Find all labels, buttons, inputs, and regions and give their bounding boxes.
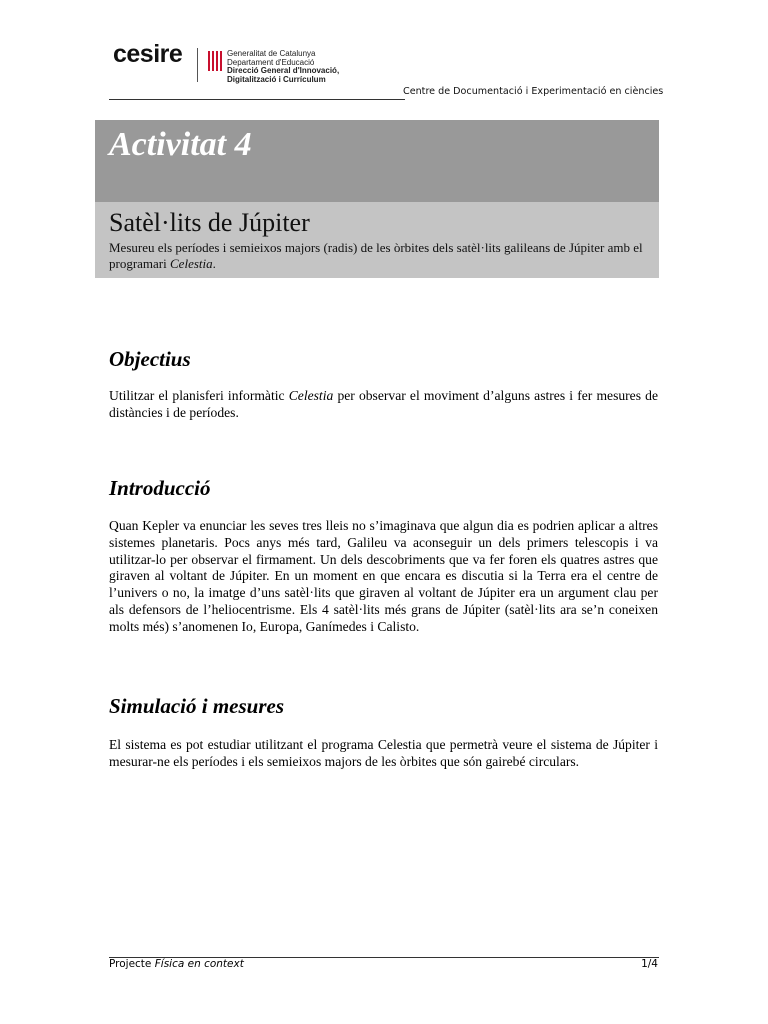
subtitle-band (95, 202, 659, 278)
summary-end: . (212, 256, 216, 271)
section-heading-simulacio: Simulació i mesures (109, 694, 285, 718)
paragraph-text: Utilitzar el planisferi informàtic (109, 388, 289, 403)
generalitat-flag-icon (207, 51, 223, 71)
paragraph-objectius (109, 388, 658, 422)
activity-title: Activitat 4 (109, 126, 252, 163)
org-line: Generalitat de Catalunya (227, 49, 316, 58)
section-heading-objectius: Objectius (109, 347, 191, 371)
header-tagline: Centre de Documentació i Experimentació en ciències (403, 86, 664, 97)
cesire-logo: cesire (113, 40, 183, 68)
paragraph-software: Celestia (288, 388, 334, 403)
org-line: Digitalització i Currículum (227, 74, 326, 84)
page-number: 1/4 (641, 958, 658, 970)
footer-project-prefix: Projecte (109, 958, 155, 970)
title-band (95, 120, 659, 202)
header-rule (109, 99, 405, 100)
logo-separator (197, 48, 198, 82)
summary-text: Mesureu els períodes i semieixos majors (radis) de les òrbites dels satèl·lits galileans de Júpiter amb el programari (109, 240, 643, 271)
paragraph-text-end: per observar el moviment d’alguns astres i fer mesures de distàncies i de períodes. (109, 388, 658, 420)
footer-project-name: Física en context (154, 958, 244, 970)
organization-block (227, 50, 339, 84)
paragraph-introduccio: Quan Kepler va enunciar les seves tres lleis no s’imaginava que algun dia es podrien aplicar a altres sistemes planetaris. Pocs anys més tard, Galileu va aconseguir un dels primers telescopis i va utilitzar-lo per observar el firmament. Un dels descobriments que va fer foren els quatres astres que giraven al voltant de Júpiter. En un moment en que encara es discutia si la Terra era el centre de l’univers o no, la imatge d’uns satèl·lits que giraven al voltant de Júpiter era un argument clau per als defensors de l’heliocentrisme. Els 4 satèl·lits més grans de Júpiter (satèl·lits ara se’n coneixen molts més) s’anomenen Io, Europa, Ganímedes i Calisto. (109, 518, 658, 634)
org-line: Direcció General d'Innovació, (227, 66, 340, 75)
paragraph-simulacio: El sistema es pot estudiar utilitzant el programa Celestia que permetrà veure el sistema de Júpiter i mesurar-ne els períodes i els semieixos majors de les òrbites que són gairebé circulars. (109, 737, 658, 769)
summary-software: Celestia (170, 256, 213, 271)
activity-subtitle: Satèl·lits de Júpiter (109, 208, 310, 237)
section-heading-introduccio: Introducció (109, 476, 211, 500)
activity-summary (109, 240, 649, 272)
footer-project (109, 958, 244, 970)
org-line: Departament d'Educació (227, 57, 315, 67)
